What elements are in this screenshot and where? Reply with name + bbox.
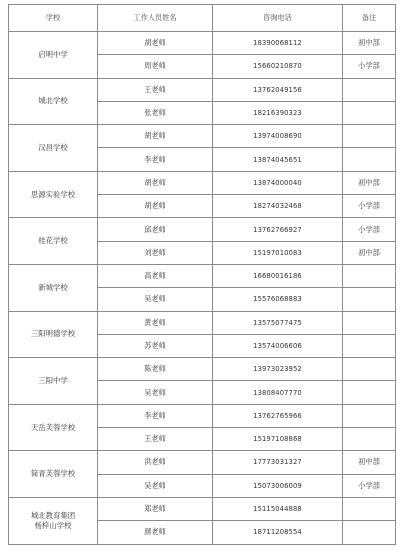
school-name-cell <box>9 264 98 311</box>
school-name-cell <box>9 78 98 125</box>
school-name-cell <box>9 404 98 451</box>
school-name: 三阳明德学校 <box>30 329 76 339</box>
school-name-cell <box>9 218 98 265</box>
staff-name-cell: 颜老师 <box>98 521 213 544</box>
staff-name-cell: 郑老师 <box>98 497 213 520</box>
school-name: 启明中学 <box>38 49 68 59</box>
staff-name-cell: 胡老师 <box>98 125 213 148</box>
note-cell: 小学部 <box>343 474 396 497</box>
header-row <box>9 5 396 32</box>
note-cell: 小学部 <box>343 55 396 78</box>
note-cell: 初中部 <box>343 171 396 194</box>
phone-cell: 13874045651 <box>213 148 343 171</box>
table-row <box>9 218 396 241</box>
table-row <box>9 311 396 334</box>
staff-name-cell: 吴老师 <box>98 288 213 311</box>
table-row <box>9 264 396 287</box>
note-cell <box>343 288 396 311</box>
phone-cell: 13762049156 <box>213 78 343 101</box>
note-cell: 初中部 <box>343 451 396 474</box>
staff-name-cell: 洪老师 <box>98 451 213 474</box>
school-name: 城北教育集团 <box>30 510 76 520</box>
school-name: 简青芙蓉学校 <box>30 469 76 479</box>
phone-cell: 18216390323 <box>213 101 343 124</box>
school-name: 天岳芙蓉学校 <box>30 422 76 432</box>
contact-table <box>8 4 396 545</box>
school-name: 思源实验学校 <box>30 189 76 199</box>
staff-name-cell: 张老师 <box>98 101 213 124</box>
note-cell: 小学部 <box>343 218 396 241</box>
phone-cell: 13874000040 <box>213 171 343 194</box>
school-name: 新城学校 <box>38 282 68 292</box>
header-note: 备注 <box>343 5 396 32</box>
header-staff-name: 工作人员姓名 <box>98 5 213 32</box>
phone-cell: 15197108868 <box>213 428 343 451</box>
phone-cell: 15073006009 <box>213 474 343 497</box>
staff-name-cell: 吴老师 <box>98 474 213 497</box>
school-name-cell <box>9 497 98 544</box>
table-row <box>9 497 396 520</box>
staff-name-cell: 苏老师 <box>98 334 213 357</box>
phone-cell: 13974008690 <box>213 125 343 148</box>
note-cell <box>343 101 396 124</box>
note-cell <box>343 521 396 544</box>
header-school: 学校 <box>9 5 98 32</box>
staff-name-cell: 高老师 <box>98 264 213 287</box>
table-row <box>9 78 396 101</box>
table-row <box>9 171 396 194</box>
table-row <box>9 125 396 148</box>
phone-cell: 17773031327 <box>213 451 343 474</box>
staff-name-cell: 王老师 <box>98 428 213 451</box>
note-cell <box>343 264 396 287</box>
phone-cell: 18711208554 <box>213 521 343 544</box>
table-row <box>9 32 396 55</box>
note-cell <box>343 404 396 427</box>
note-cell <box>343 334 396 357</box>
note-cell <box>343 428 396 451</box>
staff-name-cell: 李老师 <box>98 148 213 171</box>
school-name-cell <box>9 451 98 498</box>
school-name: 三阳中学 <box>38 375 68 385</box>
table-row <box>9 404 396 427</box>
school-name-cell <box>9 125 98 172</box>
staff-name-cell: 刘老师 <box>98 241 213 264</box>
note-cell <box>343 148 396 171</box>
phone-cell: 13973023952 <box>213 358 343 381</box>
note-cell <box>343 497 396 520</box>
staff-name-cell: 周老师 <box>98 55 213 78</box>
phone-cell: 18274032468 <box>213 195 343 218</box>
table-row <box>9 358 396 381</box>
school-name-cell <box>9 358 98 405</box>
table-row <box>9 451 396 474</box>
phone-cell: 13762765966 <box>213 404 343 427</box>
header-phone: 咨询电话 <box>213 5 343 32</box>
phone-cell: 13762766927 <box>213 218 343 241</box>
staff-name-cell: 胡老师 <box>98 195 213 218</box>
phone-cell: 15115044888 <box>213 497 343 520</box>
school-name-cell <box>9 311 98 358</box>
staff-name-cell: 陈老师 <box>98 358 213 381</box>
phone-cell: 13808407770 <box>213 381 343 404</box>
school-name: 汉昌学校 <box>38 142 68 152</box>
staff-name-cell: 胡老师 <box>98 171 213 194</box>
phone-cell: 15660210870 <box>213 55 343 78</box>
phone-cell: 18390068112 <box>213 32 343 55</box>
school-name: 杨梓山学校 <box>34 520 72 530</box>
note-cell <box>343 358 396 381</box>
phone-cell: 15576068883 <box>213 288 343 311</box>
school-name-cell <box>9 171 98 218</box>
note-cell <box>343 381 396 404</box>
note-cell <box>343 78 396 101</box>
note-cell: 小学部 <box>343 195 396 218</box>
staff-name-cell: 邱老师 <box>98 218 213 241</box>
staff-name-cell: 吴老师 <box>98 381 213 404</box>
staff-name-cell: 王老师 <box>98 78 213 101</box>
note-cell: 初中部 <box>343 32 396 55</box>
school-name: 桂花学校 <box>38 236 68 246</box>
phone-cell: 13575077475 <box>213 311 343 334</box>
note-cell <box>343 125 396 148</box>
table-body <box>9 32 396 545</box>
phone-cell: 13574006606 <box>213 334 343 357</box>
contact-sheet <box>8 4 395 545</box>
note-cell: 初中部 <box>343 241 396 264</box>
phone-cell: 16680016186 <box>213 264 343 287</box>
staff-name-cell: 李老师 <box>98 404 213 427</box>
school-name: 城北学校 <box>38 96 68 106</box>
school-name-cell <box>9 32 98 79</box>
staff-name-cell: 黄老师 <box>98 311 213 334</box>
phone-cell: 15197010083 <box>213 241 343 264</box>
staff-name-cell: 胡老师 <box>98 32 213 55</box>
note-cell <box>343 311 396 334</box>
